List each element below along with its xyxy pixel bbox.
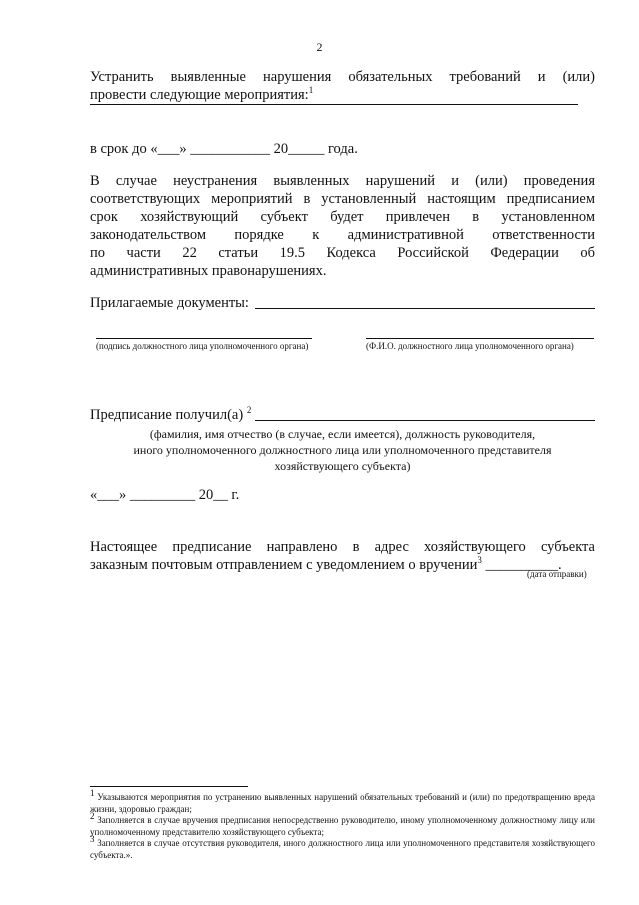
attachments-fill-line — [255, 308, 595, 309]
liability-line-5: по части 22 статьи 19.5 Кодекса Российской Федерации об — [90, 245, 595, 261]
sent-notice — [90, 538, 595, 574]
name-line — [366, 338, 594, 339]
liability-paragraph — [90, 172, 595, 280]
liability-line-6: административных правонарушениях. — [90, 263, 327, 279]
received-line — [90, 406, 595, 424]
signature-caption: (подпись должностного лица уполномоченного органа) — [96, 341, 309, 351]
remedy-line-1: Устранить выявленные нарушения обязательных требований и (или) — [90, 69, 595, 85]
received-date: «___» _________ 20__ г. — [90, 487, 240, 503]
liability-line-1: В случае неустранения выявленных нарушений и (или) проведения — [90, 173, 595, 189]
received-caption: (фамилия, имя отчество (в случае, если имеется), должность руководителя, иного уполномоченного должностного лица или уполномоченного представителя хозяйствующего субъекта) — [133, 427, 552, 473]
footnote-ref-1: 1 — [308, 85, 314, 96]
remedy-line-2: провести следующие мероприятия:$^1$ — [90, 85, 314, 103]
deadline-line: в срок до «___» ___________ 20_____ года. — [90, 141, 358, 157]
sent-date-caption: (дата отправки) — [527, 569, 587, 579]
liability-line-4: законодательством порядке к административной ответственности — [90, 227, 595, 243]
name-caption: (Ф.И.О. должностного лица уполномоченного органа) — [366, 341, 574, 351]
attachments-line — [90, 294, 595, 312]
sent-line-2: заказным почтовым отправлением с уведомлением о вручении$^3$ __________. — [90, 555, 562, 573]
footnotes — [90, 788, 595, 861]
footnote-ref-3: 3 — [477, 555, 482, 566]
remedy-instruction — [90, 68, 595, 104]
received-label: Предписание получил(а) $^2$ — [90, 405, 252, 423]
signature-line — [96, 338, 312, 339]
sent-line-1: Настоящее предписание направлено в адрес хозяйствующего субъекта — [90, 539, 595, 555]
page-number: 2 — [316, 40, 323, 54]
liability-line-3: срок хозяйствующий субъект будет привлечен в установленном — [90, 209, 595, 225]
footnote-3: $^3$ Заполняется в случае отсутствия руководителя, иного должностного лица или уполномоченного представителя хозяйствующего субъекта.». — [90, 834, 595, 860]
footnote-2: $^2$ Заполняется в случае вручения предписания непосредственно руководителю, иному уполномоченному должностному лицу или уполномоченному представителю хозяйствующего субъекта; — [90, 811, 595, 837]
footnote-ref-2: 2 — [246, 405, 252, 416]
received-fill-line — [255, 420, 595, 421]
attachments-label: Прилагаемые документы: — [90, 295, 249, 311]
footnote-separator — [90, 786, 248, 787]
footnote-1: $^1$ Указываются мероприятия по устранению выявленных нарушений обязательных требований и (или) по предотвращению вреда жизни, здоровью граждан; — [90, 788, 595, 814]
remedy-fill-line — [90, 104, 578, 105]
liability-line-2: соответствующих мероприятий в установленный настоящим предписанием — [90, 191, 595, 207]
